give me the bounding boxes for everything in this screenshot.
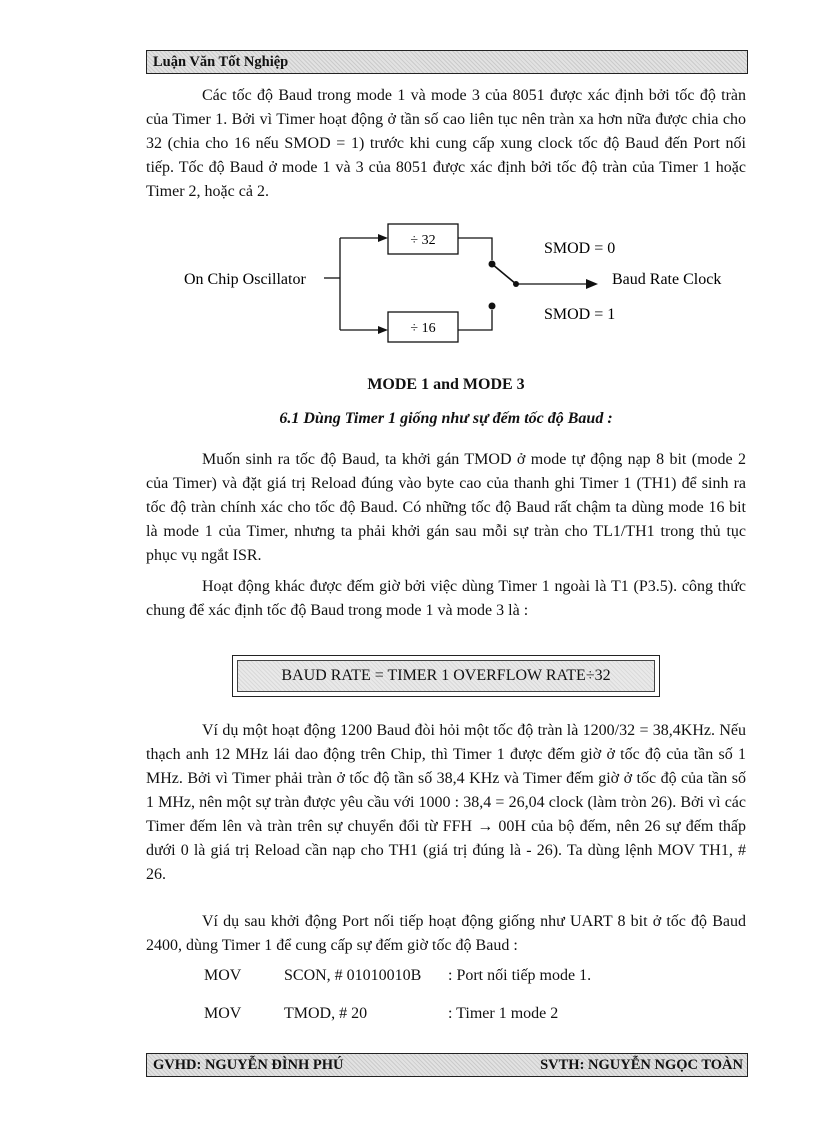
code-opcode: MOV: [204, 967, 242, 984]
upper-branch-arrow: [378, 234, 388, 242]
code-operands: TMOD, # 20: [284, 1005, 368, 1022]
paragraph-tmod-setup: Muốn sinh ra tốc độ Baud, ta khởi gán TMOD ở mode tự động nạp 8 bit (mode 2 của Timer) và đặt giá trị Reload đúng vào byte cao của thanh ghi Timer 1 (TH1) để sinh ra tốc độ tràn chính xác cho tốc độ Baud. Có những tốc độ Baud rất chậm ta dùng mode 16 bit là mode 1 của Timer, nhưng ta phải khởi gán sau mỗi sự tràn cho TL1/TH1 trong thủ tục phục vụ ngắt ISR.: [146, 451, 746, 564]
footer-advisor: GVHD: NGUYỄN ĐÌNH PHÚ: [153, 1057, 344, 1073]
smod1-contact: [489, 303, 496, 310]
code-operands: SCON, # 01010010B: [284, 967, 422, 984]
lower-branch-arrow: [378, 326, 388, 334]
baud-rate-diagram: [170, 222, 750, 352]
formula-text: BAUD RATE = TIMER 1 OVERFLOW RATE÷32: [237, 660, 655, 692]
section-heading: 6.1 Dùng Timer 1 giống như sự đếm tốc độ Baud :: [279, 410, 613, 427]
header-title: Luận Văn Tốt Nghiệp: [153, 54, 289, 70]
paragraph-intro: Các tốc độ Baud trong mode 1 và mode 3 của 8051 được xác định bởi tốc độ tràn của Timer 1. Bởi vì Timer hoạt động ở tần số cao liên tục nên tràn xa hơn nữa được chia cho 32 (chia cho 16 nếu SMOD = 1) trước khi cung cấp xung clock tốc độ Baud đến Port nối tiếp. Tốc độ Baud ở mode 1 và 3 của 8051 được xác định bởi tốc độ tràn của Timer 1 hoặc Timer 2, hoặc cả 2.: [146, 87, 746, 200]
output-arrow: [586, 279, 598, 289]
smod0-wire: [458, 238, 492, 260]
divide-32-label: ÷ 32: [410, 233, 436, 248]
output-label: Baud Rate Clock: [612, 271, 722, 288]
page-header: [146, 50, 748, 74]
smod0-label: SMOD = 0: [544, 240, 616, 257]
diagram-caption: MODE 1 and MODE 3: [367, 376, 525, 393]
code-opcode: MOV: [204, 1005, 242, 1022]
paragraph-formula-intro: Hoạt động khác được đếm giờ bởi việc dùng Timer 1 ngoài là T1 (P3.5). công thức chung để xác định tốc độ Baud trong mode 1 và mode 3 là :: [146, 578, 746, 619]
code-comment: : Port nối tiếp mode 1.: [448, 967, 592, 984]
divide-16-label: ÷ 16: [410, 321, 436, 336]
code-comment: : Timer 1 mode 2: [448, 1005, 559, 1022]
formula-box: [232, 655, 660, 697]
smod1-wire: [458, 310, 492, 330]
footer-student: SVTH: NGUYỄN NGỌC TOÀN: [540, 1057, 743, 1073]
oscillator-label: On Chip Oscillator: [184, 271, 306, 288]
page-footer: [146, 1053, 748, 1077]
switch-blade: [492, 264, 516, 284]
paragraph-example-1200: Ví dụ một hoạt động 1200 Baud đòi hỏi một tốc độ tràn là 1200/32 = 38,4KHz. Nếu thạch anh 12 MHz lái dao động trên Chip, thì Timer 1 được đếm giờ ở tốc độ của tần số 1 MHz. Bởi vì Timer phải tràn ở tốc độ tần số 38,4 KHz và Timer đếm giờ ở tốc độ của tần số 1 MHz, nên một sự tràn được yêu cầu với 1000 : 38,4 = 26,04 clock (làm tròn 26). Bởi vì các Timer đếm lên và tràn trên sự chuyển đổi từ FFH → 00H của bộ đếm, nên 26 sự đếm thấp dưới 0 là giá trị Reload cần nạp cho TH1 (giá trị đúng là - 26). Ta dùng lệnh MOV TH1, # 26.: [146, 722, 746, 883]
smod1-label: SMOD = 1: [544, 306, 616, 323]
paragraph-example-uart: Ví dụ sau khởi động Port nối tiếp hoạt động giống như UART 8 bit ở tốc độ Baud 2400, dùng Timer 1 để cung cấp sự đếm giờ tốc độ Baud :: [146, 913, 746, 954]
